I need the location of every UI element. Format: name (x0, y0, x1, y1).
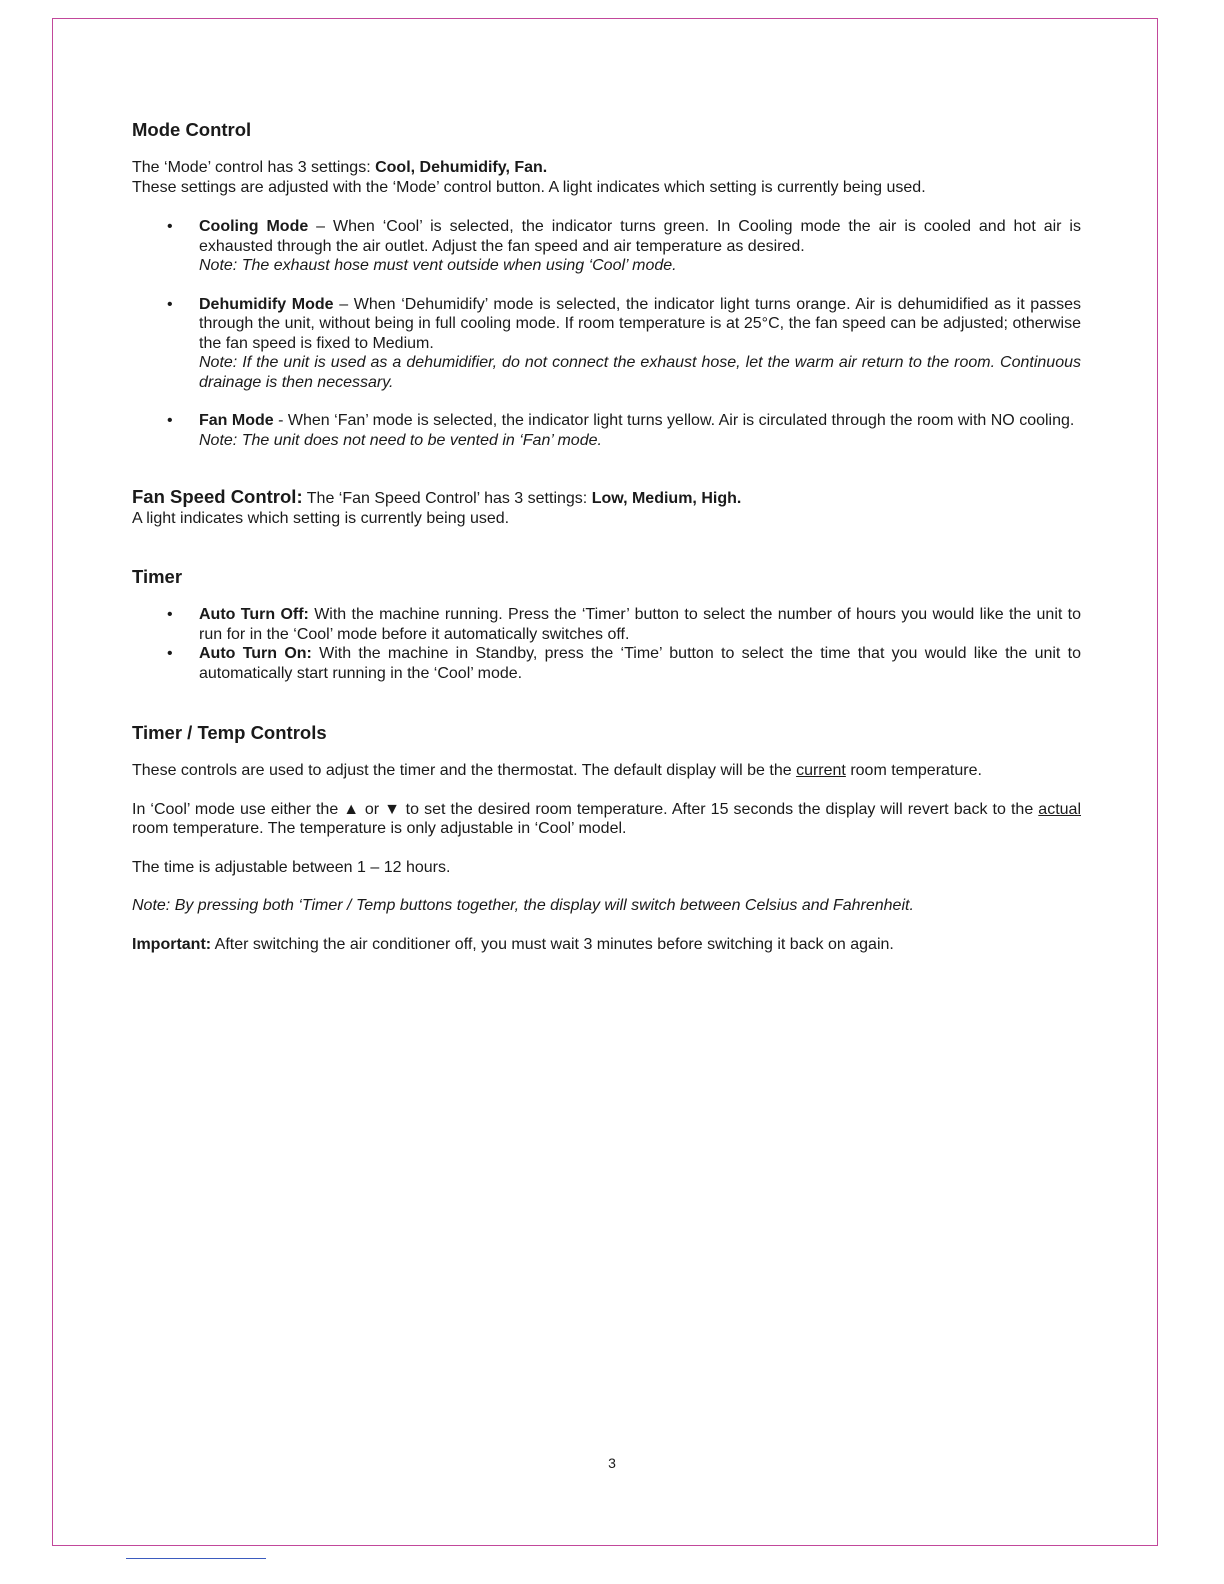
list-item-cooling-mode (132, 217, 1081, 276)
bullet-icon: • (167, 412, 173, 429)
important-label: Important: (132, 935, 212, 953)
item-title: Dehumidify Mode (199, 295, 334, 313)
mode-control-intro-line2: These settings are adjusted with the ‘Mode’ control button. A light indicates which setting is currently being used. (132, 178, 926, 196)
p1-text-end: room temperature. (845, 762, 982, 779)
list-item-auto-turn-off (132, 605, 1081, 644)
mode-intro-text: The ‘Mode’ control has 3 settings: (132, 159, 376, 176)
bullet-icon: • (167, 218, 173, 235)
item-title: Cooling Mode (199, 218, 309, 235)
mode-list (132, 217, 1081, 450)
item-note: Note: If the unit is used as a dehumidifier, do not connect the exhaust hose, let the warm air return to the room. Continuous drainage is then necessary. (199, 354, 1081, 391)
item-note: Note: The unit does not need to be vented in ‘Fan’ mode. (199, 431, 602, 449)
timer-temp-paragraph-2 (132, 800, 1081, 839)
page-number: 3 (608, 1455, 616, 1471)
timer-heading: Timer (132, 566, 183, 587)
fan-speed-settings: Low, Medium, High. (591, 490, 742, 507)
timer-temp-paragraph-1 (132, 761, 1081, 781)
mode-control-heading: Mode Control (132, 119, 252, 140)
footer-rule (126, 1558, 266, 1559)
timer-temp-heading: Timer / Temp Controls (132, 722, 327, 743)
list-item-dehumidify-mode (132, 295, 1081, 393)
item-title: Fan Mode (199, 412, 274, 429)
timer-temp-paragraph-3: The time is adjustable between 1 – 12 hours. (132, 858, 451, 876)
item-text: With the machine in Standby, press the ‘Time’ button to select the time that you would like the unit to automatically start running in the ‘Cool’ mode. (199, 645, 1081, 682)
item-title: Auto Turn On: (199, 645, 312, 662)
mode-intro-settings: Cool, Dehumidify, Fan. (375, 159, 548, 176)
timer-list (132, 605, 1081, 683)
bullet-icon: • (167, 295, 173, 313)
item-note: Note: The exhaust hose must vent outside when using ‘Cool’ mode. (199, 257, 677, 274)
document-body (132, 118, 1081, 954)
fan-speed-heading: Fan Speed Control: (132, 486, 303, 507)
item-text: – When ‘Cool’ is selected, the indicator turns green. In Cooling mode the air is cooled and hot air is exhausted through the air outlet. Adjust the fan speed and air temperature as desired. (199, 218, 1081, 255)
bullet-icon: • (167, 645, 173, 662)
p1-underline: current (796, 762, 846, 779)
important-paragraph (132, 935, 1081, 955)
mode-control-intro (132, 158, 1081, 178)
list-item-auto-turn-on (132, 644, 1081, 683)
fan-speed-line2: A light indicates which setting is currently being used. (132, 509, 510, 527)
timer-temp-note: Note: By pressing both ‘Timer / Temp buttons together, the display will switch between Celsius and Fahrenheit. (132, 897, 914, 914)
p2-underline: actual (1038, 800, 1081, 818)
item-text: With the machine running. Press the ‘Timer’ button to select the number of hours you would like the unit to run for in the ‘Cool’ mode before it automatically switches off. (199, 606, 1081, 643)
item-title: Auto Turn Off: (199, 606, 309, 623)
important-text: After switching the air conditioner off, you must wait 3 minutes before switching it back on again. (211, 935, 894, 953)
fan-speed-paragraph (132, 487, 1081, 509)
item-text: – When ‘Dehumidify’ mode is selected, the indicator light turns orange. Air is dehumidified as it passes through the unit, without being in full cooling mode. If room temperature is at 25°C, the fan speed can be adjusted; otherwise the fan speed is fixed to Medium. (199, 295, 1081, 352)
bullet-icon: • (167, 606, 173, 623)
item-text: - When ‘Fan’ mode is selected, the indicator light turns yellow. Air is circulated through the room with NO cooling. (273, 412, 1075, 429)
p2-text-end: room temperature. The temperature is only adjustable in ‘Cool’ model. (132, 820, 627, 837)
p1-text: These controls are used to adjust the timer and the thermostat. The default display will be the (132, 762, 797, 779)
p2-text: In ‘Cool’ mode use either the ▲ or ▼ to set the desired room temperature. After 15 seconds the display will revert back to the (132, 800, 1039, 818)
fan-speed-text: The ‘Fan Speed Control’ has 3 settings: (302, 490, 592, 507)
list-item-fan-mode (132, 411, 1081, 450)
